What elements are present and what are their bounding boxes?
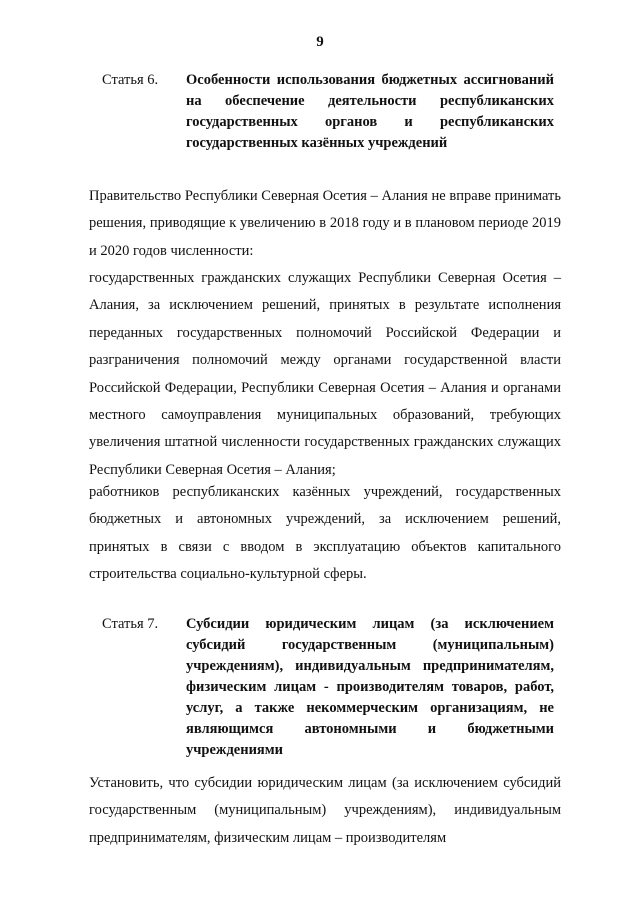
paragraph-civil-servants: государственных гражданских служащих Республики Северная Осетия – Алания, за исключением решений, принятых в результате исполнения переданных государственных полномочий Российской Федерации и разграничения полномочий между органами государственной власти Российской Федерации, Республики Северная Осетия – Алания и органами местного самоуправления муниципальных образований, требующих увеличения штатной численности государственных гражданских служащих Республики Северная Осетия – Алания; (89, 270, 561, 478)
paragraph-subsidies: Установить, что субсидии юридическим лицам (за исключением субсидий государственным (муниципальным) учреждениям), индивидуальным предпринимателям, физическим лицам – производителям (89, 775, 561, 846)
article-6-label: Статья 6. (102, 72, 159, 88)
article-7-label: Статья 7. (102, 616, 159, 632)
article-6-title: Особенности использования бюджетных ассигнований на обеспечение деятельности республиканских государственных органов и республиканских государственных казённых учреждений (186, 72, 554, 151)
paragraph-government-restriction: Правительство Республики Северная Осетия – Алания не вправе принимать решения, приводящие к увеличению в 2018 году и в плановом периоде 2019 и 2020 годов численности: (89, 188, 561, 259)
page-number: 9 (316, 34, 324, 50)
paragraph-institution-workers: работников республиканских казённых учреждений, государственных бюджетных и автономных учреждений, за исключением решений, принятых в связи с вводом в эксплуатацию объектов капитального строительства социально-культурной сферы. (89, 484, 561, 583)
article-6-heading (102, 70, 554, 154)
article-7-title: Субсидии юридическим лицам (за исключением субсидий государственным (муниципальным) учреждениям), индивидуальным предпринимателям, физическим лицам - производителям товаров, работ, услуг, а также некоммерческим организациям, не являющимся автономными и бюджетными учреждениями (186, 616, 554, 758)
article-7-heading (102, 614, 554, 761)
